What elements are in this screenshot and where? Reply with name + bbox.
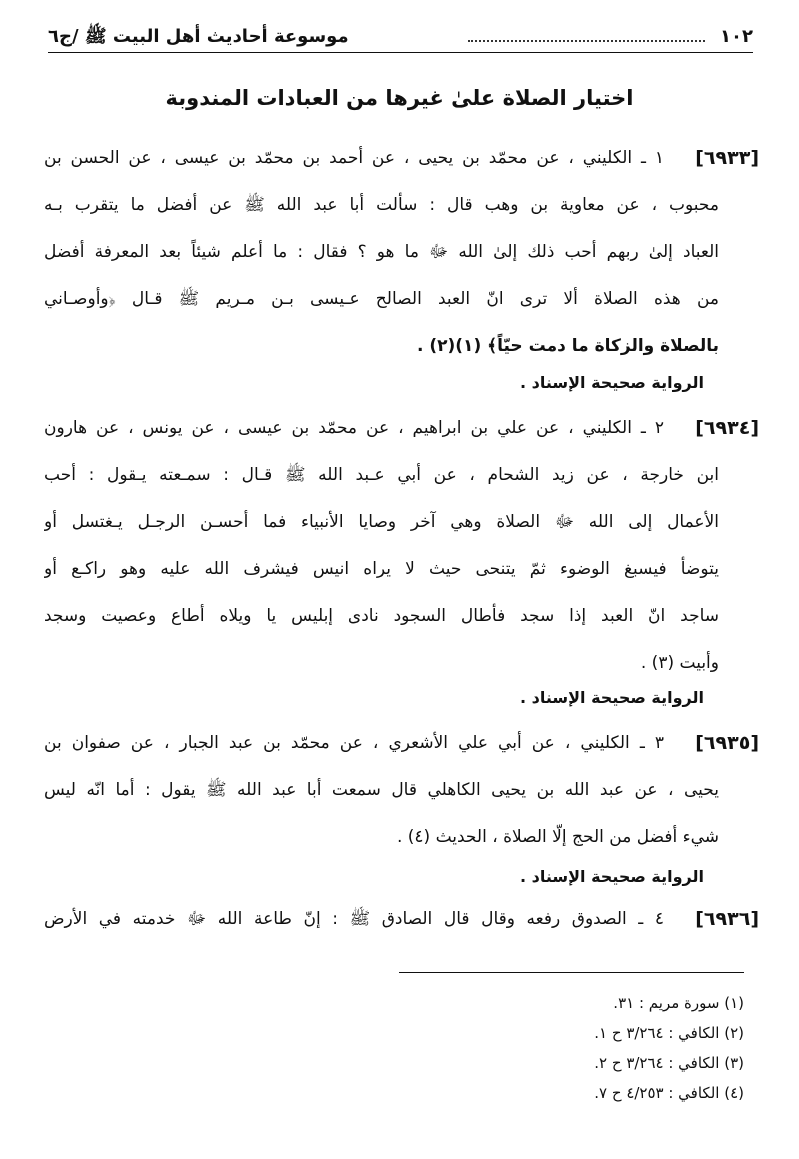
hadith-line: ١ ـ الكليني ، عن محمّد بن يحيى ، عن أحمد بن محمّد بن عيسى ، عن الحسن بن — [44, 148, 664, 168]
hadith-line: العباد إلىٰ ربهم أحب ذلك إلىٰ الله ﷻ ما هو ؟ فقال : ما أعلم شيئاً بعد المعرفة أفضل — [44, 242, 719, 262]
running-title: موسوعة أحاديث أهل البيت ﷺ /ج٦ — [48, 26, 349, 47]
section-title: اختيار الصلاة علىٰ غيرها من العبادات المندوبة — [165, 86, 634, 110]
hadith-line: الأعمال إلى الله ﷻ الصلاة وهي آخر وصايا الأنبياء فما أحسـن الرجـل يـغتسل أو — [44, 512, 719, 532]
hadith-line: محبوب ، عن معاوية بن وهب قال : سألت أبا عبد الله ﷺ عن أفضل ما يتقرب بـه — [44, 195, 719, 215]
isnad-grade: الرواية صحيحة الإسناد . — [519, 688, 704, 707]
hadith-number: [٦٩٣٦] — [695, 908, 759, 930]
hadith-line: بالصلاة والزكاة ما دمت حيّاً﴾ (١)(٢) . — [416, 336, 719, 356]
footnote: (١) سورة مريم : ٣١. — [613, 994, 744, 1012]
hadith-line: شيء أفضل من الحج إلّا الصلاة ، الحديث (٤) . — [396, 827, 719, 847]
footnote: (٣) الكافي : ٣/٢٦٤ ح ٢. — [594, 1054, 744, 1072]
hadith-line: ٢ ـ الكليني ، عن علي بن ابراهيم ، عن محمّد بن عيسى ، عن يونس ، عن هارون — [44, 418, 664, 438]
isnad-grade: الرواية صحيحة الإسناد . — [519, 867, 704, 886]
hadith-line: ابن خارجة ، عن زيد الشحام ، عن أبي عـبد الله ﷺ قـال : سمـعته يـقول : أحب — [44, 465, 719, 485]
header-leader-dots — [468, 32, 705, 42]
hadith-line: ساجد انّ العبد إذا سجد فأطال السجود نادى إبليس يا ويلاه أطاع وعصيت وسجد — [44, 606, 719, 626]
hadith-number: [٦٩٣٤] — [695, 417, 759, 439]
hadith-line: يحيى ، عن عبد الله بن يحيى الكاهلي قال سمعت أبا عبد الله ﷺ يقول : أما انّه ليس — [44, 780, 719, 800]
hadith-line: ٣ ـ الكليني ، عن أبي علي الأشعري ، عن محمّد بن عبد الجبار ، عن صفوان بن — [44, 733, 664, 753]
hadith-line: من هذه الصلاة ألا ترى انّ العبد الصالح عـيسى بـن مـريم ﷺ قـال ﴿وأوصـاني — [44, 289, 719, 309]
hadith-line: يتوضأ فيسبغ الوضوء ثمّ يتنحى حيث لا يراه انيس فيشرف الله عليه وهو راكـع أو — [44, 559, 719, 579]
footnote: (٢) الكافي : ٣/٢٦٤ ح ١. — [594, 1024, 744, 1042]
hadith-line: ٤ ـ الصدوق رفعه وقال قال الصادق ﷺ : إنّ طاعة الله ﷻ خدمته في الأرض — [44, 909, 664, 929]
hadith-line: وأبيت (٣) . — [640, 653, 719, 673]
hadith-number: [٦٩٣٥] — [695, 732, 759, 754]
page-number: ١٠٢ — [720, 26, 753, 47]
isnad-grade: الرواية صحيحة الإسناد . — [519, 373, 704, 392]
footnote-divider — [399, 972, 744, 973]
hadith-number: [٦٩٣٣] — [695, 147, 759, 169]
running-header — [48, 22, 753, 53]
footnote: (٤) الكافي : ٤/٢٥٣ ح ٧. — [594, 1084, 744, 1102]
